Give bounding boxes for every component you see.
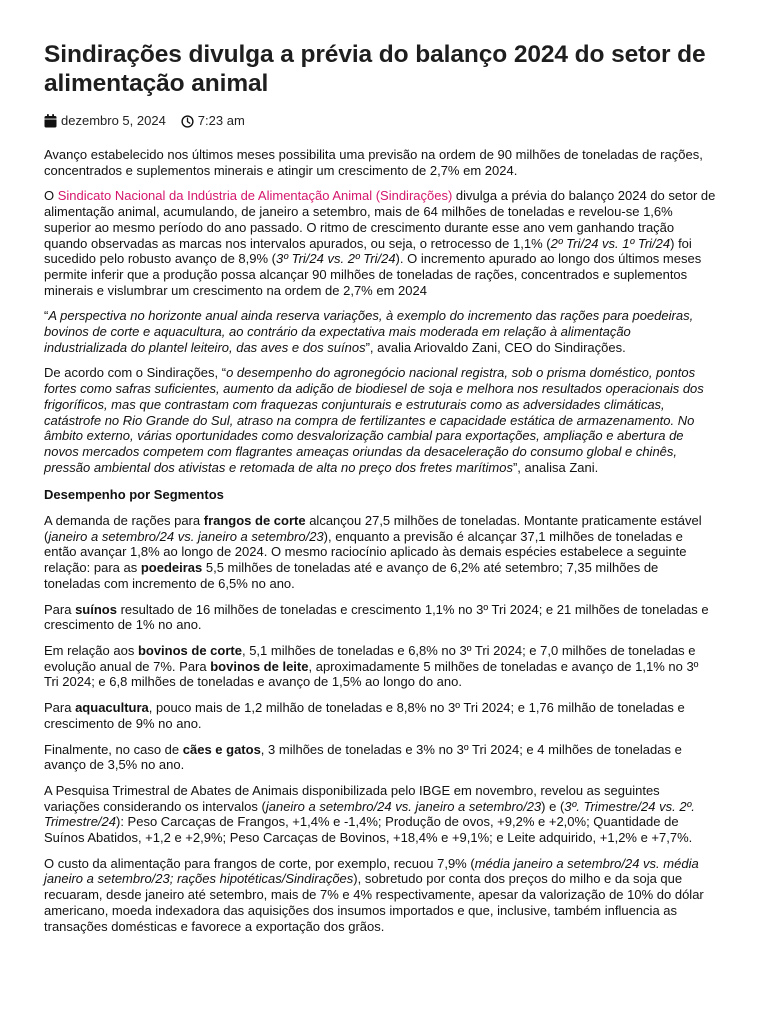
paragraph-bovinos: Em relação aos bovinos de corte, 5,1 milhões de toneladas e 6,8% no 3º Tri 2024; e 7,0 milhões de toneladas e evolução anual de 7%. Para bovinos de leite, aproximadamente 5 milhões de toneladas e avanço de 1,1% no 3º Tri 2024; e 6,8 milhões de toneladas e avanço de 1,5% ao longo do ano. (44, 642, 699, 690)
paragraph-suinos: Para suínos resultado de 16 milhões de toneladas e crescimento 1,1% no 3º Tri 2024; e 21 milhões de toneladas e crescimento de 1% no ano. (44, 601, 709, 633)
clock-icon (181, 115, 194, 128)
paragraph-sindiracoes: O Sindicato Nacional da Indústria de Alimentação Animal (Sindirações) divulga a prévia do balanço 2024 do setor de alimentação animal, acumulando, de janeiro a setembro, mais de 64 milhões de toneladas e revelou-se 1,6% superior ao mesmo período do ano passado. O ritmo de crescimento durante esse ano vem ganhando tração quando observadas as marcas nos intervalos apurados, ou seja, o retrocesso de 1,1% (2º Tri/24 vs. 1º Tri/24) foi sucedido pelo robusto avanço de 8,9% (3º Tri/24 vs. 2º Tri/24). O incremento apurado ao longo dos últimos meses permite inferir que a produção possa alcançar 90 milhões de toneladas de rações, concentrados e suplementos minerais e vislumbrar um crescimento na ordem de 2,7% em 2024 (44, 188, 716, 298)
intro-paragraph: Avanço estabelecido nos últimos meses possibilita uma previsão na ordem de 90 milhões de toneladas de rações, concentrados e suplementos minerais e atingir um crescimento de 2,7% em 2024. (44, 147, 703, 178)
section-heading: Desempenho por Segmentos (44, 487, 224, 503)
article (44, 40, 716, 934)
paragraph-frangos: A demanda de rações para frangos de corte alcançou 27,5 milhões de toneladas. Montante praticamente estável (janeiro a setembro/24 vs. janeiro a setembro/23), enquanto a previsão é alcançar 37,1 milhões de toneladas e então avançar 1,8% ao longo de 2024. O mesmo raciocínio aplicado às demais espécies estabelece a seguinte relação: para as poedeiras 5,5 milhões de toneladas até e avanço de 6,2% até setembro; 7,35 milhões de toneladas com incremento de 6,5% no ano. (44, 513, 702, 591)
paragraph-aquacultura: Para aquacultura, pouco mais de 1,2 milhão de toneladas e 8,8% no 3º Tri 2024; e 1,76 milhão de toneladas e crescimento de 9% no ano. (44, 700, 685, 731)
post-meta (44, 113, 716, 129)
article-title: Sindirações divulga a prévia do balanço 2024 do setor de alimentação animal (44, 41, 706, 97)
paragraph-caes-gatos: Finalmente, no caso de cães e gatos, 3 milhões de toneladas e 3% no 3º Tri 2024; e 4 milhões de toneladas e avanço de 3,5% no ano. (44, 741, 682, 773)
post-date (44, 113, 166, 129)
calendar-icon (44, 114, 57, 128)
quote-paragraph-zani: “A perspectiva no horizonte anual ainda reserva variações, à exemplo do incremento das rações para poedeiras, bovinos de corte e aquacultura, ao contrário da expectativa mais moderada em relação à alimentação industrializada do plantel leiteiro, das aves e dos suínos”, avalia Ariovaldo Zani, CEO do Sindirações. (44, 308, 694, 355)
post-time-text: 7:23 am (197, 113, 245, 128)
paragraph-custo: O custo da alimentação para frangos de corte, por exemplo, recuou 7,9% (média janeiro a setembro/24 vs. média janeiro a setembro/23; rações hipotéticas/Sindirações), sobretudo por conta dos preços do milho e da soja que recuaram, desde janeiro até setembro, mais de 7% e 4% respectivamente, apesar da valorização de 10% do dólar americano, moeda indexadora das aquisições dos insumos importados e que, inclusive, também influencia as transações domésticas e favorece a exportação dos grãos. (44, 855, 704, 934)
quote-paragraph-agronegocio: De acordo com o Sindirações, “o desempenho do agronegócio nacional registra, sob o prisma doméstico, pontos fortes como safras suficientes, aumento da adição de biodiesel de soja e melhora nos resultados operacionais dos frigoríficos, mas que contrastam com fraquezas conjunturais e estruturais como as adversidades climáticas, catástrofe no Rio Grande do Sul, atraso na compra de fertilizantes e capacidade estática de armazenamento. No âmbito externo, várias oportunidades como desvalorização cambial para exportações, ampliação e abertura de novos mercados competem com flagrantes ameaças oriundas da desaceleração do consumo global e chinês, pressão ambiental dos ativistas e retomada de alta no preço dos fretes marítimos”, analisa Zani. (44, 365, 704, 475)
post-time (181, 113, 245, 129)
sindiracoes-link[interactable]: Sindicato Nacional da Indústria de Alimentação Animal (Sindirações) (57, 188, 453, 204)
paragraph-ibge: A Pesquisa Trimestral de Abates de Animais disponibilizada pelo IBGE em novembro, revelou as seguintes variações considerando os intervalos (janeiro a setembro/24 vs. janeiro a setembro/23) e (3º. Trimestre/24 vs. 2º. Trimestre/24): Peso Carcaças de Frangos, +1,4% e -1,4%; Produção de ovos, +9,2% e +2,0%; Quantidade de Suínos Abatidos, +1,2 e +2,9%; Peso Carcaças de Bovinos, +18,4% e +9,1%; e Leite adquirido, +1,2% e +7,7%. (44, 782, 695, 846)
post-date-text: dezembro 5, 2024 (61, 113, 166, 128)
